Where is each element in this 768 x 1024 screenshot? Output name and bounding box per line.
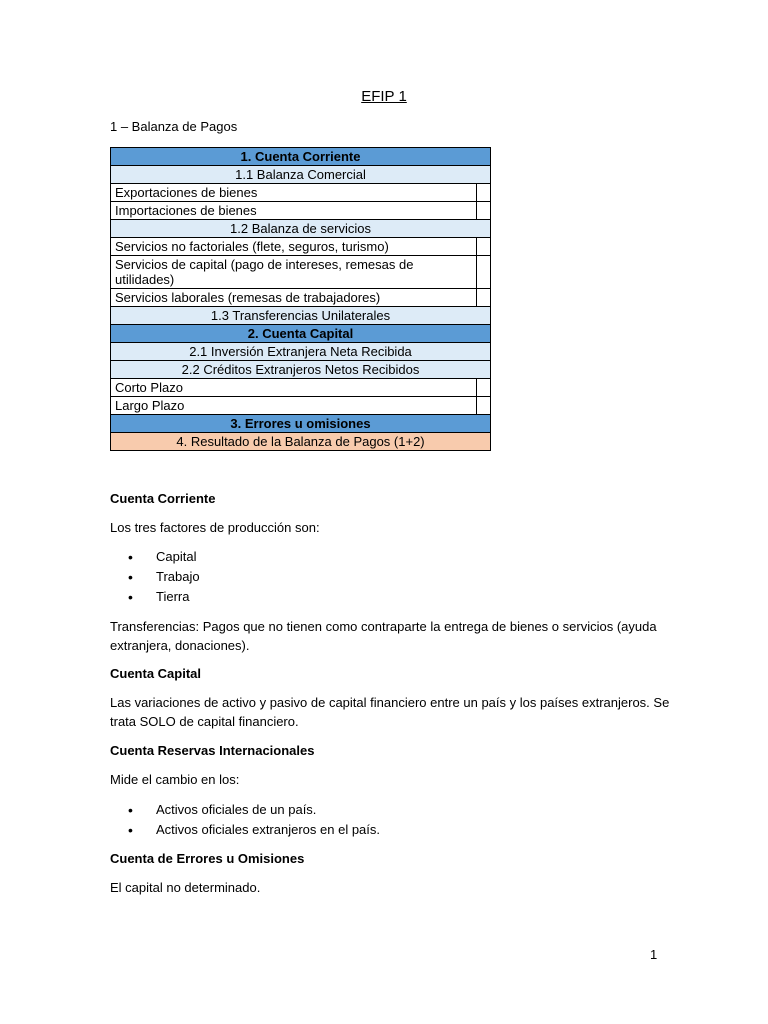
subsection-header: 2.1 Inversión Extranjera Neta Recibida xyxy=(111,343,491,361)
table-row xyxy=(111,433,491,451)
table-row xyxy=(111,289,491,307)
table-row xyxy=(111,343,491,361)
value-cell xyxy=(477,202,491,220)
section-header: 3. Errores u omisiones xyxy=(111,415,491,433)
table-row xyxy=(111,256,491,289)
cuenta-capital-paragraph: Las variaciones de activo y pasivo de capital financiero entre un país y los países extranjeros. Se trata SOLO de capital financiero. xyxy=(110,695,670,729)
row-label: Servicios laborales (remesas de trabajadores) xyxy=(111,289,477,307)
subsection-header: 1.3 Transferencias Unilaterales xyxy=(111,307,491,325)
list-item: • Activos oficiales extranjeros en el país. xyxy=(128,822,380,838)
table-row xyxy=(111,238,491,256)
value-cell xyxy=(477,289,491,307)
cuenta-corriente-heading: Cuenta Corriente xyxy=(110,491,216,506)
balanza-de-pagos-table xyxy=(110,147,491,451)
table-row xyxy=(111,166,491,184)
table-row xyxy=(111,220,491,238)
bullet-icon: • xyxy=(128,569,133,585)
subsection-header: 1.1 Balanza Comercial xyxy=(111,166,491,184)
row-label: Corto Plazo xyxy=(111,379,477,397)
table-row xyxy=(111,415,491,433)
cuenta-errores-heading: Cuenta de Errores u Omisiones xyxy=(110,851,305,866)
table-row xyxy=(111,184,491,202)
cuenta-capital-heading: Cuenta Capital xyxy=(110,666,202,681)
list-item: • Activos oficiales de un país. xyxy=(128,802,317,818)
table-row xyxy=(111,379,491,397)
cuenta-corriente-intro: Los tres factores de producción son: xyxy=(110,520,320,535)
value-cell xyxy=(477,238,491,256)
list-item: • Tierra xyxy=(128,589,190,605)
section-header: 1. Cuenta Corriente xyxy=(111,148,491,166)
table-row xyxy=(111,325,491,343)
cuenta-reservas-heading: Cuenta Reservas Internacionales xyxy=(110,743,315,758)
row-label: Importaciones de bienes xyxy=(111,202,477,220)
row-label: Servicios de capital (pago de intereses, remesas de utilidades) xyxy=(111,256,477,289)
value-cell xyxy=(477,379,491,397)
bullet-icon: • xyxy=(128,822,133,838)
value-cell xyxy=(477,256,491,289)
section-heading: 1 – Balanza de Pagos xyxy=(110,119,238,134)
page-number: 1 xyxy=(650,947,658,962)
row-label: Servicios no factoriales (flete, seguros, turismo) xyxy=(111,238,477,256)
result-header: 4. Resultado de la Balanza de Pagos (1+2) xyxy=(111,433,491,451)
table-row xyxy=(111,202,491,220)
bullet-icon: • xyxy=(128,549,133,565)
value-cell xyxy=(477,184,491,202)
row-label: Largo Plazo xyxy=(111,397,477,415)
list-item: • Trabajo xyxy=(128,569,200,585)
bullet-icon: • xyxy=(128,802,133,818)
document-title: EFIP 1 xyxy=(361,88,407,105)
value-cell xyxy=(477,397,491,415)
table-row xyxy=(111,307,491,325)
table-row xyxy=(111,148,491,166)
cuenta-errores-paragraph: El capital no determinado. xyxy=(110,880,261,895)
row-label: Exportaciones de bienes xyxy=(111,184,477,202)
section-header: 2. Cuenta Capital xyxy=(111,325,491,343)
transferencias-paragraph: Transferencias: Pagos que no tienen como contraparte la entrega de bienes o servicios (ayuda extranjera, donaciones). xyxy=(110,619,657,653)
cuenta-reservas-intro: Mide el cambio en los: xyxy=(110,772,240,787)
table-row xyxy=(111,361,491,379)
subsection-header: 2.2 Créditos Extranjeros Netos Recibidos xyxy=(111,361,491,379)
subsection-header: 1.2 Balanza de servicios xyxy=(111,220,491,238)
factores-list xyxy=(128,547,200,607)
list-item: • Capital xyxy=(128,549,197,565)
bullet-icon: • xyxy=(128,589,133,605)
activos-list xyxy=(128,800,380,840)
table-row xyxy=(111,397,491,415)
